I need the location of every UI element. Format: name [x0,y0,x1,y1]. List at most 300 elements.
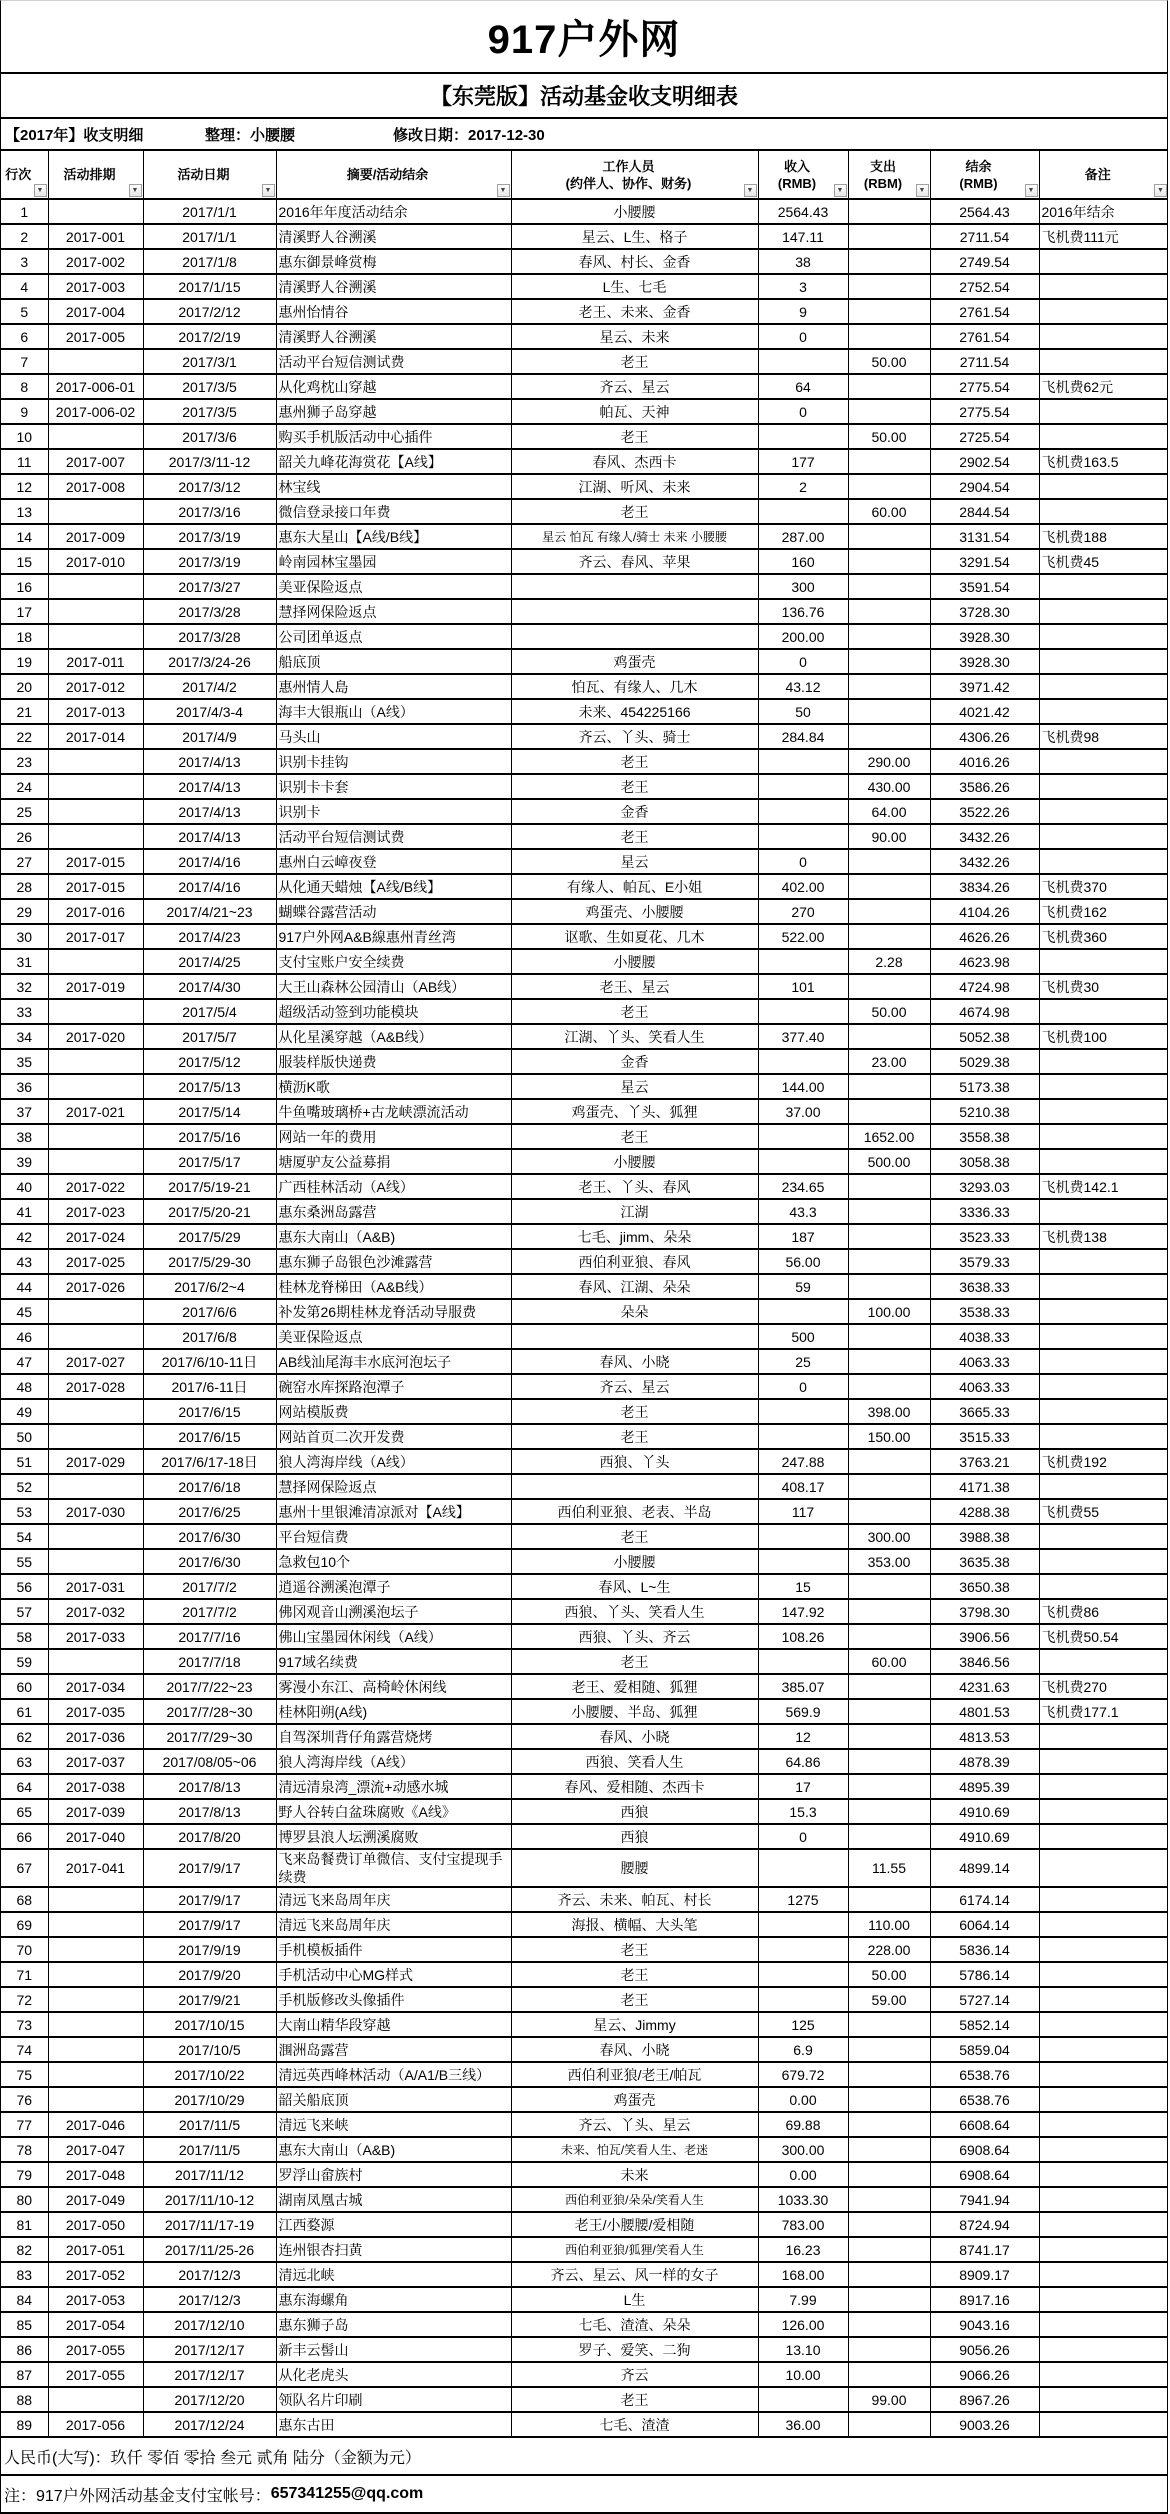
cell-row-no[interactable]: 33 [1,999,48,1024]
cell-summary[interactable]: 惠州十里银滩清凉派对【A线】 [276,1499,511,1524]
cell-staff[interactable] [511,574,758,599]
cell-income[interactable]: 43.12 [758,674,848,699]
cell-expense[interactable]: 50.00 [848,1962,930,1987]
cell-row-no[interactable]: 84 [1,2287,48,2312]
cell-summary[interactable]: 网站模版费 [276,1399,511,1424]
cell-row-no[interactable]: 43 [1,1249,48,1274]
cell-schedule[interactable] [48,624,143,649]
cell-balance[interactable]: 3558.38 [930,1124,1039,1149]
cell-date[interactable]: 2017/3/1 [143,349,276,374]
cell-summary[interactable]: 蝴蝶谷露营活动 [276,899,511,924]
cell-date[interactable]: 2017/7/16 [143,1624,276,1649]
cell-income[interactable]: 16.23 [758,2237,848,2262]
cell-expense[interactable] [848,1374,930,1399]
cell-staff[interactable]: 小腰腰 [511,949,758,974]
cell-expense[interactable] [848,2237,930,2262]
cell-expense[interactable]: 228.00 [848,1937,930,1962]
cell-staff[interactable]: 老王 [511,824,758,849]
cell-staff[interactable]: 讴歌、生如夏花、几木 [511,924,758,949]
cell-staff[interactable]: 老王/小腰腰/爱相随 [511,2212,758,2237]
cell-income[interactable]: 0 [758,399,848,424]
filter-dropdown-icon[interactable]: ▼ [916,184,929,197]
cell-remarks[interactable] [1039,1249,1168,1274]
cell-row-no[interactable]: 74 [1,2037,48,2062]
cell-date[interactable]: 2017/4/13 [143,749,276,774]
cell-income[interactable]: 12 [758,1724,848,1749]
cell-summary[interactable]: 美亚保险返点 [276,574,511,599]
cell-remarks[interactable] [1039,774,1168,799]
cell-summary[interactable]: 碗窑水库探路泡潭子 [276,1374,511,1399]
cell-remarks[interactable] [1039,1324,1168,1349]
cell-summary[interactable]: 手机版修改头像插件 [276,1987,511,2012]
cell-income[interactable]: 160 [758,549,848,574]
cell-date[interactable]: 2017/6/17-18日 [143,1449,276,1474]
cell-date[interactable]: 2017/10/29 [143,2087,276,2112]
cell-remarks[interactable]: 飞机费111元 [1039,224,1168,249]
cell-summary[interactable]: 连州银杏扫黄 [276,2237,511,2262]
cell-balance[interactable]: 5029.38 [930,1049,1039,1074]
cell-expense[interactable] [848,2262,930,2287]
cell-income[interactable]: 187 [758,1224,848,1249]
cell-remarks[interactable] [1039,1299,1168,1324]
cell-date[interactable]: 2017/9/17 [143,1849,276,1887]
cell-remarks[interactable]: 飞机费162 [1039,899,1168,924]
cell-remarks[interactable] [1039,2262,1168,2287]
cell-schedule[interactable]: 2017-055 [48,2337,143,2362]
cell-row-no[interactable]: 56 [1,1574,48,1599]
cell-expense[interactable]: 23.00 [848,1049,930,1074]
cell-staff[interactable]: 齐云、丫头、骑士 [511,724,758,749]
cell-row-no[interactable]: 7 [1,349,48,374]
cell-income[interactable]: 3 [758,274,848,299]
cell-income[interactable] [758,999,848,1024]
cell-expense[interactable]: 110.00 [848,1912,930,1937]
cell-income[interactable]: 17 [758,1774,848,1799]
cell-remarks[interactable] [1039,2112,1168,2137]
cell-date[interactable]: 2017/12/24 [143,2412,276,2437]
cell-staff[interactable]: 小腰腰 [511,199,758,224]
cell-staff[interactable]: 七毛、jimm、朵朵 [511,1224,758,1249]
cell-expense[interactable] [848,399,930,424]
cell-balance[interactable]: 3131.54 [930,524,1039,549]
cell-remarks[interactable]: 飞机费370 [1039,874,1168,899]
cell-income[interactable]: 50 [758,699,848,724]
cell-income[interactable]: 136.76 [758,599,848,624]
cell-income[interactable]: 0 [758,649,848,674]
cell-staff[interactable]: 齐云、星云 [511,374,758,399]
cell-schedule[interactable]: 2017-003 [48,274,143,299]
cell-balance[interactable]: 3988.38 [930,1524,1039,1549]
cell-remarks[interactable]: 飞机费45 [1039,549,1168,574]
cell-balance[interactable]: 3522.26 [930,799,1039,824]
cell-income[interactable] [758,2387,848,2412]
cell-remarks[interactable] [1039,1474,1168,1499]
cell-expense[interactable]: 50.00 [848,424,930,449]
cell-schedule[interactable] [48,349,143,374]
cell-balance[interactable]: 3515.33 [930,1424,1039,1449]
cell-expense[interactable] [848,1699,930,1724]
cell-schedule[interactable]: 2017-033 [48,1624,143,1649]
cell-summary[interactable]: 惠州情人島 [276,674,511,699]
cell-summary[interactable]: 塘厦驴友公益募捐 [276,1149,511,1174]
cell-income[interactable] [758,1549,848,1574]
cell-income[interactable] [758,1424,848,1449]
cell-date[interactable]: 2017/6/18 [143,1474,276,1499]
cell-income[interactable]: 522.00 [758,924,848,949]
cell-row-no[interactable]: 89 [1,2412,48,2437]
cell-row-no[interactable]: 29 [1,899,48,924]
cell-summary[interactable]: 公司团单返点 [276,624,511,649]
cell-staff[interactable]: 小腰腰、半岛、狐狸 [511,1699,758,1724]
cell-summary[interactable]: 清溪野人谷溯溪 [276,324,511,349]
cell-summary[interactable]: 从化通天蜡烛【A线/B线】 [276,874,511,899]
cell-staff[interactable]: 海报、横幅、大头笔 [511,1912,758,1937]
cell-remarks[interactable] [1039,2137,1168,2162]
cell-date[interactable]: 2017/7/18 [143,1649,276,1674]
cell-date[interactable]: 2017/4/16 [143,874,276,899]
cell-balance[interactable]: 4231.63 [930,1674,1039,1699]
cell-date[interactable]: 2017/11/5 [143,2112,276,2137]
cell-balance[interactable]: 4623.98 [930,949,1039,974]
cell-balance[interactable]: 2775.54 [930,399,1039,424]
cell-schedule[interactable] [48,1987,143,2012]
cell-schedule[interactable]: 2017-001 [48,224,143,249]
cell-income[interactable] [758,799,848,824]
cell-balance[interactable]: 3293.03 [930,1174,1039,1199]
cell-balance[interactable]: 6908.64 [930,2137,1039,2162]
cell-staff[interactable]: 星云、未来 [511,324,758,349]
cell-balance[interactable]: 5052.38 [930,1024,1039,1049]
cell-summary[interactable]: 狼人湾海岸线（A线） [276,1749,511,1774]
cell-income[interactable]: 270 [758,899,848,924]
cell-schedule[interactable]: 2017-011 [48,649,143,674]
cell-summary[interactable]: 惠州白云嶂夜登 [276,849,511,874]
cell-row-no[interactable]: 41 [1,1199,48,1224]
cell-summary[interactable]: 野人谷转白盆珠腐败《A线》 [276,1799,511,1824]
cell-expense[interactable] [848,899,930,924]
cell-row-no[interactable]: 25 [1,799,48,824]
cell-income[interactable]: 284.84 [758,724,848,749]
cell-schedule[interactable]: 2017-034 [48,1674,143,1699]
cell-remarks[interactable] [1039,1774,1168,1799]
cell-schedule[interactable] [48,1399,143,1424]
cell-balance[interactable]: 3971.42 [930,674,1039,699]
cell-expense[interactable] [848,249,930,274]
cell-summary[interactable]: 横沥K歌 [276,1074,511,1099]
cell-summary[interactable]: 识别卡卡套 [276,774,511,799]
cell-income[interactable]: 0 [758,1374,848,1399]
cell-expense[interactable] [848,1474,930,1499]
cell-date[interactable]: 2017/4/2 [143,674,276,699]
cell-income[interactable]: 38 [758,249,848,274]
cell-row-no[interactable]: 63 [1,1749,48,1774]
cell-row-no[interactable]: 86 [1,2337,48,2362]
cell-summary[interactable]: 马头山 [276,724,511,749]
cell-schedule[interactable] [48,999,143,1024]
cell-date[interactable]: 2017/4/21~23 [143,899,276,924]
cell-income[interactable]: 117 [758,1499,848,1524]
cell-staff[interactable]: 帕瓦、天神 [511,399,758,424]
cell-income[interactable]: 7.99 [758,2287,848,2312]
cell-staff[interactable]: 齐云 [511,2362,758,2387]
cell-staff[interactable]: 未来、454225166 [511,699,758,724]
cell-summary[interactable]: 清远北峡 [276,2262,511,2287]
cell-remarks[interactable]: 飞机费188 [1039,524,1168,549]
cell-row-no[interactable]: 48 [1,1374,48,1399]
cell-expense[interactable] [848,1574,930,1599]
cell-remarks[interactable] [1039,2012,1168,2037]
cell-row-no[interactable]: 23 [1,749,48,774]
cell-schedule[interactable] [48,499,143,524]
cell-row-no[interactable]: 87 [1,2362,48,2387]
cell-remarks[interactable] [1039,1149,1168,1174]
cell-income[interactable]: 144.00 [758,1074,848,1099]
cell-remarks[interactable] [1039,249,1168,274]
cell-summary[interactable]: 江西婺源 [276,2212,511,2237]
cell-expense[interactable] [848,2362,930,2387]
cell-remarks[interactable] [1039,699,1168,724]
cell-row-no[interactable]: 38 [1,1124,48,1149]
cell-staff[interactable]: 齐云、星云 [511,1374,758,1399]
cell-income[interactable] [758,1049,848,1074]
cell-expense[interactable]: 90.00 [848,824,930,849]
cell-row-no[interactable]: 44 [1,1274,48,1299]
cell-date[interactable]: 2017/9/20 [143,1962,276,1987]
cell-staff[interactable]: 七毛、渣渣 [511,2412,758,2437]
cell-remarks[interactable] [1039,274,1168,299]
cell-summary[interactable]: 佛冈观音山溯溪泡坛子 [276,1599,511,1624]
cell-expense[interactable] [848,199,930,224]
cell-schedule[interactable] [48,1149,143,1174]
cell-staff[interactable]: 西狼、笑看人生 [511,1749,758,1774]
cell-summary[interactable]: 惠东大南山（A&B) [276,1224,511,1249]
cell-row-no[interactable]: 18 [1,624,48,649]
cell-date[interactable]: 2017/9/21 [143,1987,276,2012]
cell-date[interactable]: 2017/7/28~30 [143,1699,276,1724]
cell-remarks[interactable] [1039,1374,1168,1399]
cell-remarks[interactable] [1039,1987,1168,2012]
cell-expense[interactable]: 50.00 [848,349,930,374]
cell-expense[interactable] [848,1599,930,1624]
cell-staff[interactable]: 老王 [511,1649,758,1674]
cell-row-no[interactable]: 68 [1,1887,48,1912]
cell-date[interactable]: 2017/5/16 [143,1124,276,1149]
cell-staff[interactable]: 老王、星云 [511,974,758,999]
cell-staff[interactable]: 西伯利亚狼/狐狸/笑看人生 [511,2237,758,2262]
cell-balance[interactable]: 4021.42 [930,699,1039,724]
cell-expense[interactable] [848,2187,930,2212]
cell-expense[interactable] [848,299,930,324]
cell-expense[interactable] [848,474,930,499]
cell-summary[interactable]: 补发第26期桂林龙脊活动导服费 [276,1299,511,1324]
cell-schedule[interactable]: 2017-027 [48,1349,143,1374]
cell-date[interactable]: 2017/8/13 [143,1799,276,1824]
cell-expense[interactable]: 100.00 [848,1299,930,1324]
cell-remarks[interactable] [1039,624,1168,649]
cell-row-no[interactable]: 34 [1,1024,48,1049]
cell-row-no[interactable]: 83 [1,2262,48,2287]
cell-remarks[interactable] [1039,824,1168,849]
cell-staff[interactable]: 星云、Jimmy [511,2012,758,2037]
cell-income[interactable]: 43.3 [758,1199,848,1224]
cell-schedule[interactable] [48,1049,143,1074]
cell-row-no[interactable]: 17 [1,599,48,624]
cell-balance[interactable]: 9056.26 [930,2337,1039,2362]
cell-row-no[interactable]: 4 [1,274,48,299]
cell-expense[interactable] [848,2337,930,2362]
cell-expense[interactable] [848,374,930,399]
cell-expense[interactable] [848,624,930,649]
cell-expense[interactable] [848,1024,930,1049]
cell-income[interactable]: 287.00 [758,524,848,549]
cell-balance[interactable]: 4674.98 [930,999,1039,1024]
cell-row-no[interactable]: 37 [1,1099,48,1124]
cell-expense[interactable] [848,2087,930,2112]
cell-date[interactable]: 2017/3/28 [143,624,276,649]
cell-staff[interactable]: 老王 [511,1937,758,1962]
cell-remarks[interactable] [1039,599,1168,624]
cell-schedule[interactable]: 2017-012 [48,674,143,699]
cell-balance[interactable]: 2761.54 [930,324,1039,349]
cell-summary[interactable]: 清远清泉湾_漂流+动感水城 [276,1774,511,1799]
cell-schedule[interactable]: 2017-029 [48,1449,143,1474]
cell-summary[interactable]: 惠东狮子岛银色沙滩露营 [276,1249,511,1274]
cell-schedule[interactable] [48,1937,143,1962]
cell-remarks[interactable] [1039,1424,1168,1449]
cell-schedule[interactable] [48,424,143,449]
cell-date[interactable]: 2017/5/13 [143,1074,276,1099]
cell-date[interactable]: 2017/7/29~30 [143,1724,276,1749]
cell-schedule[interactable]: 2017-005 [48,324,143,349]
cell-balance[interactable]: 3058.38 [930,1149,1039,1174]
cell-balance[interactable]: 5173.38 [930,1074,1039,1099]
cell-staff[interactable]: 未来 [511,2162,758,2187]
cell-expense[interactable] [848,2012,930,2037]
cell-remarks[interactable] [1039,2337,1168,2362]
cell-expense[interactable]: 398.00 [848,1399,930,1424]
cell-schedule[interactable] [48,2012,143,2037]
cell-schedule[interactable]: 2017-010 [48,549,143,574]
cell-schedule[interactable]: 2017-025 [48,1249,143,1274]
cell-schedule[interactable]: 2017-020 [48,1024,143,1049]
cell-date[interactable]: 2017/12/17 [143,2337,276,2362]
cell-summary[interactable]: 平台短信费 [276,1524,511,1549]
cell-summary[interactable]: 手机活动中心MG样式 [276,1962,511,1987]
cell-income[interactable] [758,1124,848,1149]
cell-income[interactable]: 25 [758,1349,848,1374]
cell-row-no[interactable]: 10 [1,424,48,449]
cell-balance[interactable]: 6538.76 [930,2062,1039,2087]
cell-summary[interactable]: 广西桂林活动（A线） [276,1174,511,1199]
cell-remarks[interactable] [1039,424,1168,449]
cell-expense[interactable] [848,974,930,999]
cell-schedule[interactable]: 2017-054 [48,2312,143,2337]
cell-balance[interactable]: 3638.33 [930,1274,1039,1299]
cell-balance[interactable]: 2711.54 [930,224,1039,249]
cell-income[interactable]: 0.00 [758,2087,848,2112]
cell-date[interactable]: 2017/5/12 [143,1049,276,1074]
cell-row-no[interactable]: 72 [1,1987,48,2012]
cell-row-no[interactable]: 27 [1,849,48,874]
cell-staff[interactable]: 春风、杰西卡 [511,449,758,474]
cell-remarks[interactable]: 2016年结余 [1039,199,1168,224]
cell-summary[interactable]: 从化老虎头 [276,2362,511,2387]
cell-date[interactable]: 2017/10/15 [143,2012,276,2037]
cell-expense[interactable] [848,1349,930,1374]
cell-date[interactable]: 2017/5/4 [143,999,276,1024]
cell-remarks[interactable] [1039,1912,1168,1937]
cell-date[interactable]: 2017/3/11-12 [143,449,276,474]
cell-remarks[interactable]: 飞机费30 [1039,974,1168,999]
cell-balance[interactable]: 2564.43 [930,199,1039,224]
cell-date[interactable]: 2017/3/24-26 [143,649,276,674]
cell-summary[interactable]: 桂林龙脊梯田（A&B线） [276,1274,511,1299]
cell-date[interactable]: 2017/2/19 [143,324,276,349]
cell-expense[interactable] [848,1799,930,1824]
cell-date[interactable]: 2017/11/12 [143,2162,276,2187]
cell-date[interactable]: 2017/1/1 [143,224,276,249]
cell-summary[interactable]: 从化鸡枕山穿越 [276,374,511,399]
cell-schedule[interactable] [48,749,143,774]
cell-summary[interactable]: 惠东大星山【A线/B线】 [276,524,511,549]
cell-date[interactable]: 2017/12/3 [143,2287,276,2312]
cell-expense[interactable] [848,1099,930,1124]
cell-expense[interactable]: 1652.00 [848,1124,930,1149]
cell-remarks[interactable] [1039,2062,1168,2087]
cell-summary[interactable]: AB线汕尾海丰水底河泡坛子 [276,1349,511,1374]
cell-schedule[interactable] [48,1324,143,1349]
cell-row-no[interactable]: 31 [1,949,48,974]
cell-row-no[interactable]: 79 [1,2162,48,2187]
cell-expense[interactable] [848,1074,930,1099]
cell-date[interactable]: 2017/12/17 [143,2362,276,2387]
cell-summary[interactable]: 917户外网A&B線惠州青丝湾 [276,924,511,949]
cell-schedule[interactable]: 2017-040 [48,1824,143,1849]
cell-expense[interactable] [848,2287,930,2312]
cell-schedule[interactable] [48,2037,143,2062]
cell-income[interactable]: 101 [758,974,848,999]
cell-staff[interactable]: 江湖 [511,1199,758,1224]
cell-balance[interactable]: 5836.14 [930,1937,1039,1962]
cell-balance[interactable]: 3906.56 [930,1624,1039,1649]
cell-schedule[interactable]: 2017-002 [48,249,143,274]
cell-schedule[interactable] [48,949,143,974]
cell-income[interactable]: 15.3 [758,1799,848,1824]
cell-date[interactable]: 2017/5/29 [143,1224,276,1249]
cell-remarks[interactable] [1039,1824,1168,1849]
cell-expense[interactable] [848,1324,930,1349]
cell-row-no[interactable]: 55 [1,1549,48,1574]
cell-balance[interactable]: 6538.76 [930,2087,1039,2112]
cell-summary[interactable]: 美亚保险返点 [276,1324,511,1349]
cell-summary[interactable]: 活动平台短信测试费 [276,824,511,849]
cell-expense[interactable] [848,849,930,874]
cell-balance[interactable]: 3650.38 [930,1574,1039,1599]
cell-staff[interactable]: 金香 [511,1049,758,1074]
cell-summary[interactable]: 湖南凤凰古城 [276,2187,511,2212]
cell-date[interactable]: 2017/4/13 [143,799,276,824]
cell-expense[interactable] [848,724,930,749]
cell-balance[interactable]: 5210.38 [930,1099,1039,1124]
cell-expense[interactable] [848,2162,930,2187]
cell-staff[interactable] [511,624,758,649]
cell-remarks[interactable] [1039,349,1168,374]
cell-income[interactable]: 64.86 [758,1749,848,1774]
cell-balance[interactable]: 3665.33 [930,1399,1039,1424]
cell-summary[interactable]: 罗浮山畲族村 [276,2162,511,2187]
cell-summary[interactable]: 购买手机版活动中心插件 [276,424,511,449]
cell-date[interactable]: 2017/6/30 [143,1549,276,1574]
